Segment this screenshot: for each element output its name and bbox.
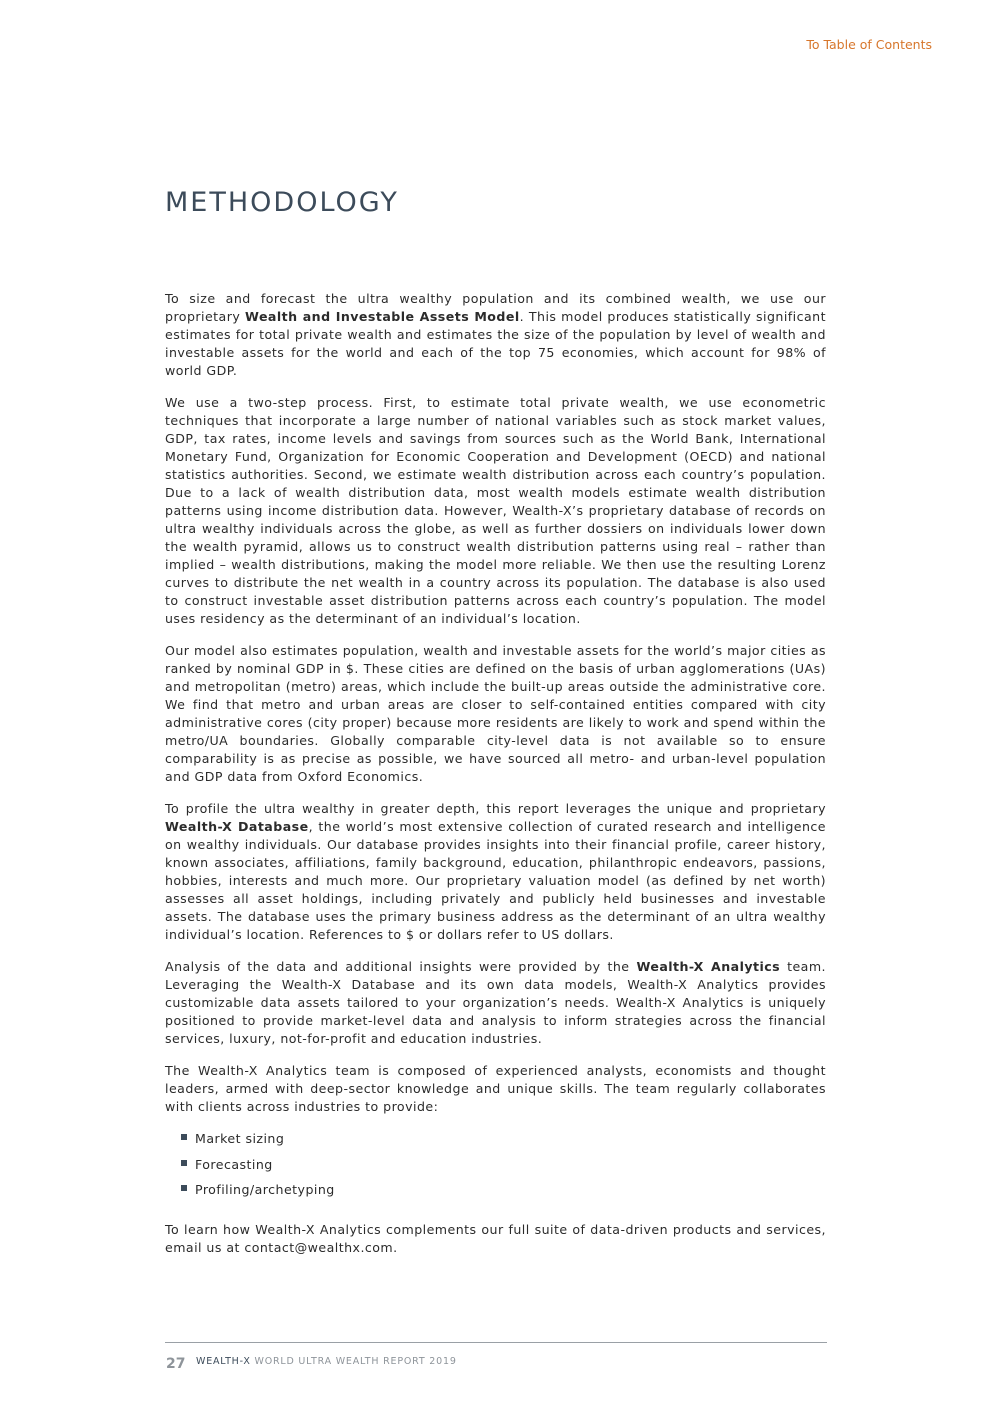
paragraph-database-bold: Wealth-X Database — [165, 819, 309, 834]
footer-report-title — [196, 1356, 457, 1367]
list-item — [195, 1156, 826, 1182]
page-title: METHODOLOGY — [165, 187, 399, 218]
list-item-label: Market sizing — [195, 1131, 285, 1146]
paragraph-contact: To learn how Wealth-X Analytics complements our full suite of data-driven products and services, email us at contact@wealthx.com. — [165, 1221, 826, 1255]
paragraph-cities: Our model also estimates population, wealth and investable assets for the world’s major cities as ranked by nominal GDP in $. These cities are defined on the basis of urban agglomerations (UAs) and metropolitan (metro) areas, which include the built-up areas outside the administrative core. We find that metro and urban areas are closer to self-contained entities compared with city administrative cores (city proper) because more residents are likely to work and spend within the metro/UA boundaries. Globally comparable city-level data is not available so to ensure comparability is as precise as possible, we have sourced all metro- and urban-level population and GDP data from Oxford Economics. — [165, 643, 826, 784]
footer-brand: WEALTH-X — [196, 1356, 251, 1367]
paragraph-database — [165, 800, 826, 944]
footer-divider — [165, 1342, 827, 1343]
footer-report-name: WORLD ULTRA WEALTH REPORT 2019 — [250, 1356, 457, 1367]
paragraph-analytics — [165, 958, 826, 1048]
list-item — [195, 1181, 826, 1207]
paragraph-model-text-b: . This model produces statistically significant estimates for total private wealth and estimates the size of the population by level of wealth and investable assets for the world and each of the top 75 economies, which account for 98% of world GDP. — [165, 309, 826, 378]
list-item-label: Profiling/archetyping — [195, 1182, 335, 1197]
list-item-label: Forecasting — [195, 1156, 273, 1172]
page-number: 27 — [166, 1356, 186, 1372]
paragraph-model — [165, 290, 826, 380]
paragraph-database-text-b: , the world’s most extensive collection of curated research and intelligence on wealthy individuals. Our database provides insights into their financial profile, career history, known associates, affiliations, family background, education, philanthropic endeavors, passions, hobbies, interests and much more. Our proprietary valuation model (as defined by net worth) assesses all asset holdings, including privately and publicly held businesses and investable assets. The database uses the primary business address as the determinant of an ultra wealthy individual’s location. References to $ or dollars refer to US dollars. — [165, 819, 826, 942]
square-bullet-icon — [181, 1185, 187, 1191]
paragraph-database-text-a: To profile the ultra wealthy in greater depth, this report leverages the unique and proprietary — [165, 801, 826, 816]
paragraph-model-bold: Wealth and Investable Assets Model — [245, 309, 520, 324]
paragraph-team: The Wealth-X Analytics team is composed of experienced analysts, economists and thought leaders, armed with deep-sector knowledge and unique skills. The team regularly collaborates with clients across industries to provide: — [165, 1063, 826, 1114]
paragraph-analytics-text-a: Analysis of the data and additional insights were provided by the — [165, 959, 637, 974]
table-of-contents-link[interactable]: To Table of Contents — [806, 37, 932, 52]
paragraph-analytics-text-b: team. Leveraging the Wealth-X Database and its own data models, Wealth-X Analytics provides customizable data assets tailored to your organization’s needs. Wealth-X Analytics is uniquely positioned to provide market-level data and analysis to inform strategies across the financial services, luxury, not-for-profit and education industries. — [165, 959, 826, 1046]
square-bullet-icon — [181, 1134, 187, 1140]
paragraph-two-step-process: We use a two-step process. First, to estimate total private wealth, we use econometric techniques that incorporate a large number of national variables such as stock market values, GDP, tax rates, income levels and savings from sources such as the World Bank, International Monetary Fund, Organization for Economic Cooperation and Development (OECD) and national statistics authorities. Second, we estimate wealth distribution across each country’s population. Due to a lack of wealth distribution data, most wealth models estimate wealth distribution patterns using income distribution data. However, Wealth-X’s proprietary database of records on ultra wealthy individuals across the globe, as well as further dossiers on individuals lower down the wealth pyramid, allows us to construct wealth distribution patterns using real – rather than implied – wealth distributions, making the model more reliable. We then use the resulting Lorenz curves to distribute the net wealth in a country across its population. The database is also used to construct investable asset distribution patterns across each country’s population. The model uses residency as the determinant of an individual’s location. — [165, 395, 826, 626]
square-bullet-icon — [181, 1160, 187, 1166]
paragraph-analytics-bold: Wealth-X Analytics — [636, 959, 781, 974]
paragraph-model-text-a: To size and forecast the ultra wealthy population and its combined wealth, we use our proprietary — [165, 291, 826, 324]
services-list — [165, 1130, 826, 1207]
list-item — [195, 1130, 826, 1156]
body-content — [165, 290, 826, 1271]
